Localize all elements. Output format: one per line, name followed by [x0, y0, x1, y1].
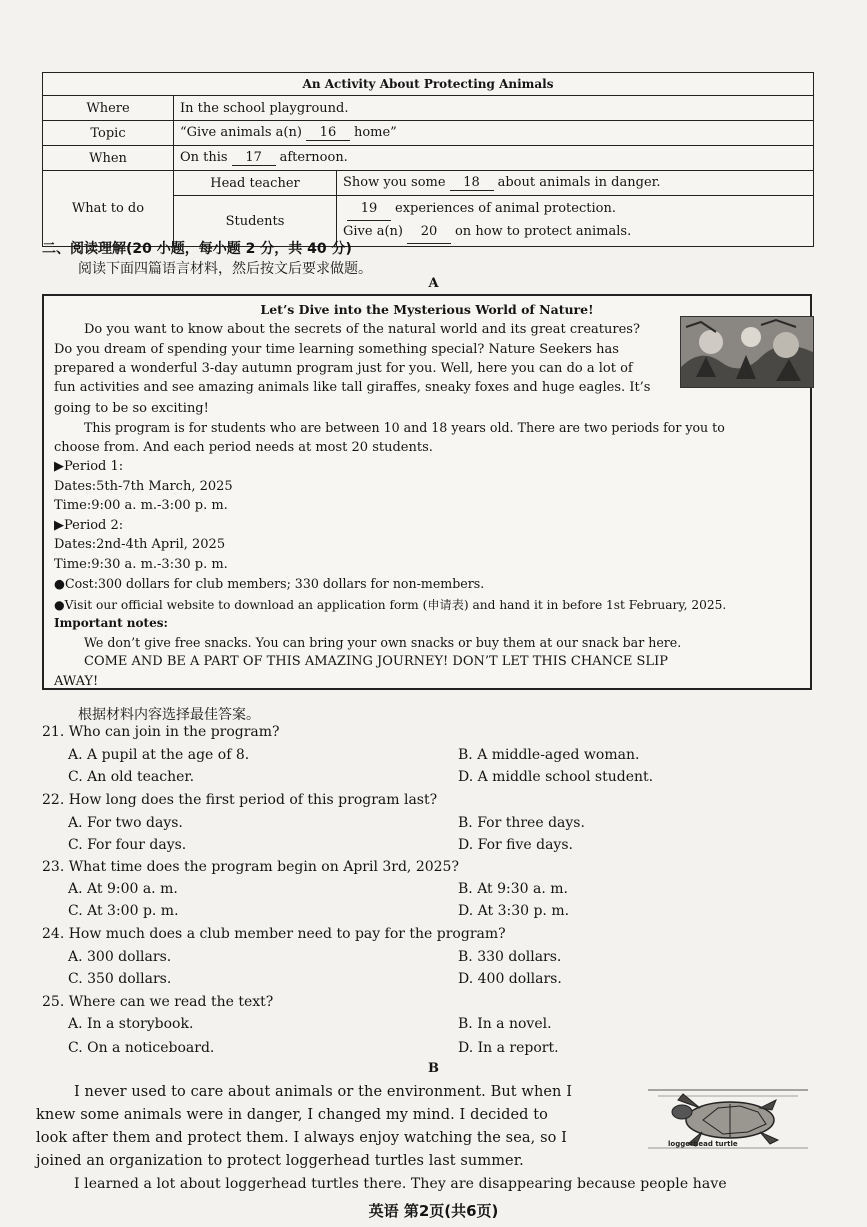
- when-post: afternoon.: [279, 150, 348, 165]
- passage-a-line-7: choose from. And each period needs at most 20 students.: [54, 440, 433, 455]
- section-instruction: 阅读下面四篇语言材料，然后按文后要求做题。: [78, 261, 372, 277]
- q23-option-c: C. At 3:00 p. m.: [68, 903, 179, 919]
- q21-option-b: B. A middle-aged woman.: [458, 747, 640, 763]
- passage-a-label: A: [428, 276, 439, 291]
- topic-post: home”: [353, 125, 397, 140]
- period-2-dates: Dates:2nd-4th April, 2025: [54, 537, 226, 552]
- blank-18: 18: [450, 175, 494, 191]
- question-25: 25. Where can we read the text?: [42, 994, 274, 1010]
- when-value: [174, 146, 814, 171]
- head-teacher-value: [337, 171, 814, 196]
- passage-a-line-3: prepared a wonderful 3-day autumn program just for you. Well, here you can do a lot of: [54, 361, 633, 376]
- blank-20: 20: [407, 221, 451, 244]
- period-1-heading: ▶Period 1:: [54, 459, 124, 474]
- cost-line: ●Cost:300 dollars for club members; 330 dollars for non-members.: [54, 576, 485, 591]
- section-heading: 二、阅读理解(20 小题，每小题 2 分，共 40 分): [42, 241, 352, 257]
- passage-b-label: B: [428, 1061, 439, 1076]
- q22-option-c: C. For four days.: [68, 837, 187, 853]
- passage-a-line-6: This program is for students who are between 10 and 18 years old. There are two periods for you to: [84, 420, 725, 435]
- table-title: An Activity About Protecting Animals: [43, 73, 814, 96]
- passage-a-line-2: Do you dream of spending your time learning something special? Nature Seekers has: [54, 342, 619, 357]
- topic-pre: “Give animals a(n): [180, 125, 302, 140]
- q24-option-a: A. 300 dollars.: [68, 949, 172, 965]
- head-teacher-post: about animals in danger.: [497, 175, 661, 190]
- page-footer: 英语 第2页(共6页): [368, 1202, 499, 1220]
- when-label: When: [43, 146, 174, 171]
- topic-value: [174, 121, 814, 146]
- passage-b-line-4: joined an organization to protect loggerhead turtles last summer.: [36, 1153, 524, 1169]
- passage-a-box: [42, 294, 812, 690]
- students-line-1: [343, 198, 807, 221]
- activity-table: [42, 72, 814, 247]
- q21-option-a: A. A pupil at the age of 8.: [68, 747, 250, 763]
- q24-option-c: C. 350 dollars.: [68, 971, 172, 987]
- q25-option-c: C. On a noticeboard.: [68, 1040, 215, 1056]
- question-21: 21. Who can join in the program?: [42, 724, 280, 740]
- q25-option-a: A. In a storybook.: [68, 1016, 194, 1032]
- students-line-2: [343, 221, 807, 244]
- q22-option-d: D. For five days.: [458, 837, 573, 853]
- q25-option-b: B. In a novel.: [458, 1016, 552, 1032]
- q23-option-b: B. At 9:30 a. m.: [458, 881, 568, 897]
- closing-line-2: AWAY!: [54, 674, 99, 689]
- q24-option-b: B. 330 dollars.: [458, 949, 562, 965]
- period-1-dates: Dates:5th-7th March, 2025: [54, 479, 233, 494]
- when-pre: On this: [180, 150, 228, 165]
- passage-b-line-5: I learned a lot about loggerhead turtles there. They are disappearing because people have: [74, 1176, 727, 1192]
- important-notes-heading: Important notes:: [54, 616, 168, 630]
- blank-19: 19: [347, 198, 391, 221]
- blank-17: 17: [232, 150, 276, 166]
- snacks-note: We don’t give free snacks. You can bring your own snacks or buy them at our snack bar here.: [84, 635, 682, 650]
- question-22: 22. How long does the first period of this program last?: [42, 792, 438, 808]
- head-teacher-label: Head teacher: [174, 171, 337, 196]
- students-value: [337, 196, 814, 247]
- questions-instruction: 根据材料内容选择最佳答案。: [78, 707, 260, 723]
- students-line2-post: on how to protect animals.: [454, 224, 632, 239]
- passage-b-line-1: I never used to care about animals or the environment. But when I: [74, 1084, 573, 1100]
- q24-option-d: D. 400 dollars.: [458, 971, 562, 987]
- closing-line-1: COME AND BE A PART OF THIS AMAZING JOURNEY! DON’T LET THIS CHANCE SLIP: [84, 654, 668, 669]
- passage-a-title: Let’s Dive into the Mysterious World of Nature!: [260, 302, 594, 317]
- students-line2-pre: Give a(n): [343, 224, 403, 239]
- passage-a-line-5: going to be so exciting!: [54, 401, 209, 416]
- website-line: ●Visit our official website to download an application form (申请表) and hand it in before 1st February, 2025.: [54, 598, 727, 612]
- q21-option-d: D. A middle school student.: [458, 769, 654, 785]
- blank-16: 16: [306, 125, 350, 141]
- nature-illustration: [680, 316, 814, 388]
- passage-b-line-2: knew some animals were in danger, I changed my mind. I decided to: [36, 1107, 549, 1123]
- period-2-heading: ▶Period 2:: [54, 518, 124, 533]
- q23-option-a: A. At 9:00 a. m.: [68, 881, 178, 897]
- what-to-do-label: What to do: [43, 171, 174, 247]
- period-1-time: Time:9:00 a. m.-3:00 p. m.: [54, 498, 228, 513]
- topic-label: Topic: [43, 121, 174, 146]
- q23-option-d: D. At 3:30 p. m.: [458, 903, 570, 919]
- where-label: Where: [43, 96, 174, 121]
- q21-option-c: C. An old teacher.: [68, 769, 195, 785]
- passage-a-line-4: fun activities and see amazing animals like tall giraffes, sneaky foxes and huge eagles. It’s: [54, 380, 651, 395]
- passage-a-line-1: Do you want to know about the secrets of the natural world and its great creatures?: [84, 322, 640, 337]
- q25-option-d: D. In a report.: [458, 1040, 559, 1056]
- turtle-illustration: [648, 1082, 808, 1156]
- q22-option-a: A. For two days.: [68, 815, 183, 831]
- question-23: 23. What time does the program begin on April 3rd, 2025?: [42, 859, 459, 875]
- students-line1-post: experiences of animal protection.: [395, 201, 616, 216]
- head-teacher-pre: Show you some: [343, 175, 446, 190]
- q22-option-b: B. For three days.: [458, 815, 585, 831]
- students-label: Students: [174, 196, 337, 247]
- turtle-caption: loggerhead turtle: [668, 1140, 738, 1148]
- where-value: In the school playground.: [174, 96, 814, 121]
- question-24: 24. How much does a club member need to pay for the program?: [42, 926, 506, 942]
- period-2-time: Time:9:30 a. m.-3:30 p. m.: [54, 557, 228, 572]
- passage-b-line-3: look after them and protect them. I always enjoy watching the sea, so I: [36, 1130, 567, 1146]
